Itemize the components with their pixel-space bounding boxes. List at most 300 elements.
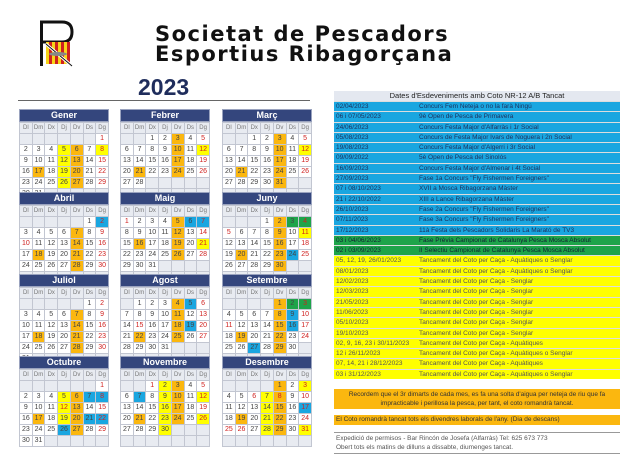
day-cell: 2	[146, 299, 159, 310]
day-cell: 11	[184, 392, 197, 403]
empty-cell	[286, 261, 299, 272]
empty-cell	[197, 425, 210, 436]
day-cell: 27	[248, 425, 261, 436]
day-cell: 12	[197, 145, 210, 156]
day-cell: 12	[171, 228, 184, 239]
day-cell: 18	[299, 239, 312, 250]
event-date: 08/01/2023	[336, 267, 369, 275]
event-date: 21/05/2023	[336, 298, 369, 306]
day-cell: 3	[171, 134, 184, 145]
month-header: Abril	[19, 192, 109, 205]
empty-cell	[58, 217, 71, 228]
weekday-label: Ds	[83, 370, 96, 381]
day-cell: 8	[248, 145, 261, 156]
day-cell: 6	[235, 228, 248, 239]
day-cell: 4	[299, 217, 312, 228]
day-cell: 10	[171, 392, 184, 403]
day-cell: 25	[45, 425, 58, 436]
day-cell: 3	[32, 392, 45, 403]
day-cell: 28	[83, 425, 96, 436]
event-row	[334, 358, 620, 368]
day-cell: 20	[121, 167, 134, 178]
day-cell: 22	[248, 167, 261, 178]
day-cell: 18	[159, 239, 172, 250]
day-cell: 3	[286, 217, 299, 228]
day-cell: 13	[121, 156, 134, 167]
event-description: Tancament del Coto per Caça - Aquàtiques o Senglar	[419, 350, 573, 358]
day-cell: 19	[58, 167, 71, 178]
empty-cell	[159, 178, 172, 189]
empty-cell	[146, 436, 159, 447]
empty-cell	[197, 178, 210, 189]
day-cell: 20	[248, 332, 261, 343]
day-cell: 15	[261, 239, 274, 250]
day-cell: 18	[45, 414, 58, 425]
event-row	[334, 183, 620, 193]
empty-cell	[286, 436, 299, 447]
event-row	[334, 266, 620, 276]
month-agost	[120, 274, 210, 365]
day-cell: 10	[171, 145, 184, 156]
empty-cell	[223, 381, 236, 392]
day-cell: 16	[286, 321, 299, 332]
day-cell: 8	[133, 310, 146, 321]
day-cell: 9	[146, 310, 159, 321]
event-date: 03 i 31/12/2023	[336, 370, 381, 378]
month-header: Setembre	[222, 274, 312, 287]
event-description: Concurs Festa Major d'Alfarràs i 1r Social	[419, 123, 539, 131]
day-cell: 18	[223, 414, 236, 425]
day-cell: 8	[96, 392, 109, 403]
weekday-label: Ds	[83, 206, 96, 217]
day-cell: 8	[146, 392, 159, 403]
empty-cell	[261, 436, 274, 447]
day-cell: 19	[197, 156, 210, 167]
day-cell: 8	[146, 145, 159, 156]
day-cell: 6	[121, 145, 134, 156]
empty-cell	[32, 134, 45, 145]
weekday-label: Dl	[223, 370, 236, 381]
empty-cell	[58, 436, 71, 447]
empty-cell	[223, 436, 236, 447]
day-cell: 2	[133, 217, 146, 228]
day-cell: 26	[171, 250, 184, 261]
day-cell: 23	[261, 167, 274, 178]
event-row	[334, 194, 620, 204]
weekday-label: Dx	[146, 370, 159, 381]
month-header: Gener	[19, 109, 109, 122]
weekday-label: Dm	[32, 370, 45, 381]
day-cell: 28	[133, 178, 146, 189]
empty-cell	[248, 217, 261, 228]
empty-cell	[286, 178, 299, 189]
day-cell: 10	[32, 403, 45, 414]
day-cell: 24	[159, 332, 172, 343]
day-cell: 12	[45, 321, 58, 332]
weekday-label: Dx	[248, 206, 261, 217]
day-cell: 10	[159, 310, 172, 321]
empty-cell	[184, 343, 197, 354]
day-cell: 14	[133, 156, 146, 167]
day-cell: 24	[20, 261, 33, 272]
day-cell: 21	[133, 167, 146, 178]
empty-cell	[248, 381, 261, 392]
event-row	[334, 297, 620, 307]
empty-cell	[197, 261, 210, 272]
day-cell: 3	[32, 145, 45, 156]
day-cell: 23	[20, 425, 33, 436]
weekday-label: Dj	[261, 206, 274, 217]
day-cell: 23	[133, 250, 146, 261]
day-cell: 17	[32, 414, 45, 425]
event-description: Tancament del Coto per Caça - Senglar	[419, 329, 534, 337]
weekday-label: Dx	[248, 123, 261, 134]
day-cell: 28	[133, 425, 146, 436]
note-tuesday: Recordem que el 3r dimarts de cada mes, es fa una solta d'aigua per neteja de riu que fa impracticable i perillosa la pesca, per tant, el coto romandrà tancat.	[334, 389, 620, 409]
day-cell: 17	[273, 156, 286, 167]
day-cell: 17	[299, 321, 312, 332]
day-cell: 24	[171, 414, 184, 425]
day-cell: 11	[45, 403, 58, 414]
day-cell: 24	[32, 425, 45, 436]
day-cell: 17	[20, 332, 33, 343]
day-cell: 30	[20, 436, 33, 447]
day-cell: 19	[235, 332, 248, 343]
day-cell: 30	[96, 261, 109, 272]
event-row	[334, 245, 620, 255]
weekday-label: Dm	[235, 370, 248, 381]
day-cell: 16	[20, 414, 33, 425]
empty-cell	[45, 217, 58, 228]
day-cell: 14	[261, 321, 274, 332]
day-cell: 1	[133, 299, 146, 310]
day-cell: 10	[20, 239, 33, 250]
empty-cell	[70, 217, 83, 228]
event-date: 26/10/2023	[336, 205, 369, 213]
empty-cell	[184, 178, 197, 189]
day-cell: 26	[299, 167, 312, 178]
empty-cell	[32, 381, 45, 392]
day-cell: 22	[146, 414, 159, 425]
weekday-label: Dj	[58, 370, 71, 381]
day-cell: 24	[286, 250, 299, 261]
day-cell: 27	[235, 261, 248, 272]
day-cell: 18	[45, 167, 58, 178]
day-cell: 2	[273, 217, 286, 228]
month-març	[222, 109, 312, 200]
event-date: 07, 14, 21 i 28/12/2023	[336, 360, 403, 368]
weekday-label: Dg	[197, 206, 210, 217]
event-date: 21 i 22/10/2022	[336, 195, 381, 203]
day-cell: 30	[286, 425, 299, 436]
day-cell: 17	[146, 239, 159, 250]
day-cell: 26	[197, 414, 210, 425]
weekday-label: Dm	[133, 123, 146, 134]
weekday-label: Dl	[223, 123, 236, 134]
weekday-label: Dg	[197, 288, 210, 299]
day-cell: 14	[197, 228, 210, 239]
permits-info-line2: Obert tots els matins de dilluns a dissabte, diumenges tancat.	[336, 444, 514, 452]
weekday-label: Ds	[184, 123, 197, 134]
weekday-label: Dm	[133, 206, 146, 217]
event-row	[334, 286, 620, 296]
month-juny	[222, 192, 312, 283]
weekday-label: Dj	[261, 370, 274, 381]
day-cell: 25	[32, 343, 45, 354]
day-cell: 21	[261, 332, 274, 343]
empty-cell	[171, 261, 184, 272]
empty-cell	[299, 261, 312, 272]
day-cell: 26	[45, 261, 58, 272]
weekday-label: Dg	[96, 370, 109, 381]
weekday-label: Ds	[286, 123, 299, 134]
day-cell: 21	[70, 332, 83, 343]
event-description: Tancament del Coto per Caça - Senglar	[419, 278, 534, 286]
day-cell: 7	[70, 228, 83, 239]
note-friday: El Coto romandrà tancat tots els divendres laborals de l'any. (Dia de descans)	[334, 415, 620, 425]
day-cell: 16	[96, 321, 109, 332]
event-date: 09/09/2022	[336, 154, 369, 162]
day-cell: 7	[248, 228, 261, 239]
day-cell: 2	[159, 134, 172, 145]
month-juliol	[19, 274, 109, 365]
day-cell: 21	[133, 414, 146, 425]
event-date: 05, 12, 19, 26/01/2023	[336, 257, 402, 265]
day-cell: 13	[197, 310, 210, 321]
empty-cell	[299, 178, 312, 189]
day-cell: 7	[83, 145, 96, 156]
day-cell: 26	[235, 425, 248, 436]
day-cell: 15	[273, 321, 286, 332]
empty-cell	[171, 343, 184, 354]
weekday-label: Dg	[197, 370, 210, 381]
day-cell: 31	[159, 343, 172, 354]
day-cell: 15	[248, 156, 261, 167]
day-cell: 28	[235, 178, 248, 189]
day-cell: 22	[273, 414, 286, 425]
weekday-label: Ds	[286, 288, 299, 299]
event-description: Fase 1a Concurs "Fly Fishermen Foreigners"	[419, 175, 549, 183]
permits-info-line1: Expedició de permisos - Bar Rincón de Josefa (Alfarràs) Tel: 625 673 773	[336, 435, 548, 443]
day-cell: 15	[96, 403, 109, 414]
month-header: Juny	[222, 192, 312, 205]
day-cell: 10	[299, 310, 312, 321]
day-cell: 13	[223, 156, 236, 167]
day-cell: 21	[261, 414, 274, 425]
day-cell: 5	[223, 228, 236, 239]
day-cell: 6	[223, 145, 236, 156]
event-description: Tancament del Coto per Caça - Senglar	[419, 298, 534, 306]
day-cell: 4	[223, 392, 236, 403]
weekday-label: Dj	[159, 288, 172, 299]
weekday-label: Ds	[83, 288, 96, 299]
weekday-label: Dg	[96, 288, 109, 299]
day-cell: 1	[83, 217, 96, 228]
event-description: 11à Festa dels Pescadors Solidaris La Marató de TV3	[419, 226, 575, 234]
day-cell: 8	[83, 310, 96, 321]
day-cell: 28	[197, 250, 210, 261]
day-cell: 17	[171, 156, 184, 167]
day-cell: 23	[286, 332, 299, 343]
empty-cell	[45, 299, 58, 310]
weekday-label: Dm	[133, 288, 146, 299]
day-cell: 13	[235, 239, 248, 250]
month-header: Març	[222, 109, 312, 122]
event-description: Tancament del Coto per Caça - Aquàtiques	[419, 339, 543, 347]
day-cell: 16	[96, 239, 109, 250]
day-cell: 24	[273, 167, 286, 178]
day-cell: 8	[83, 228, 96, 239]
day-cell: 11	[45, 156, 58, 167]
day-cell: 25	[171, 332, 184, 343]
weekday-label: Dm	[235, 206, 248, 217]
day-cell: 26	[197, 167, 210, 178]
event-row	[334, 307, 620, 317]
event-row	[334, 204, 620, 214]
day-cell: 15	[146, 403, 159, 414]
day-cell: 16	[261, 156, 274, 167]
empty-cell	[171, 178, 184, 189]
day-cell: 4	[45, 392, 58, 403]
month-novembre	[120, 356, 210, 447]
day-cell: 18	[32, 250, 45, 261]
permits-info	[334, 432, 620, 454]
day-cell: 30	[133, 261, 146, 272]
day-cell: 26	[184, 332, 197, 343]
weekday-label: Dv	[171, 370, 184, 381]
day-cell: 15	[121, 239, 134, 250]
day-cell: 12	[197, 392, 210, 403]
day-cell: 15	[133, 321, 146, 332]
month-abril	[19, 192, 109, 283]
day-cell: 3	[20, 310, 33, 321]
day-cell: 20	[235, 250, 248, 261]
empty-cell	[83, 134, 96, 145]
day-cell: 16	[159, 403, 172, 414]
weekday-label: Dx	[45, 288, 58, 299]
event-date: 06 i 07/05/2023	[336, 113, 381, 121]
day-cell: 8	[261, 228, 274, 239]
day-cell: 30	[96, 343, 109, 354]
day-cell: 19	[223, 250, 236, 261]
day-cell: 28	[121, 343, 134, 354]
day-cell: 22	[133, 332, 146, 343]
empty-cell	[32, 217, 45, 228]
day-cell: 19	[235, 414, 248, 425]
weekday-label: Dv	[70, 288, 83, 299]
event-description: Concurs Festa Major d'Almenar i 4t Social	[419, 164, 541, 172]
day-cell: 2	[20, 145, 33, 156]
day-cell: 22	[96, 414, 109, 425]
day-cell: 5	[235, 310, 248, 321]
day-cell: 28	[248, 261, 261, 272]
day-cell: 15	[83, 239, 96, 250]
day-cell: 11	[159, 228, 172, 239]
event-description: Concurs Festa Major d'Algerri i 3r Social	[419, 144, 536, 152]
day-cell: 30	[146, 343, 159, 354]
day-cell: 5	[235, 392, 248, 403]
day-cell: 27	[121, 425, 134, 436]
day-cell: 6	[184, 217, 197, 228]
day-cell: 3	[20, 228, 33, 239]
empty-cell	[235, 134, 248, 145]
day-cell: 16	[286, 403, 299, 414]
weekday-label: Dl	[121, 288, 134, 299]
day-cell: 13	[248, 321, 261, 332]
day-cell: 31	[299, 425, 312, 436]
day-cell: 7	[261, 392, 274, 403]
month-header: Desembre	[222, 356, 312, 369]
day-cell: 26	[58, 178, 71, 189]
day-cell: 11	[184, 145, 197, 156]
empty-cell	[261, 299, 274, 310]
event-row	[334, 317, 620, 327]
day-cell: 1	[273, 299, 286, 310]
day-cell: 23	[96, 250, 109, 261]
event-row	[334, 276, 620, 286]
day-cell: 21	[83, 414, 96, 425]
empty-cell	[184, 425, 197, 436]
weekday-label: Dl	[223, 206, 236, 217]
day-cell: 11	[32, 239, 45, 250]
weekday-label: Dv	[273, 206, 286, 217]
empty-cell	[299, 343, 312, 354]
day-cell: 5	[58, 145, 71, 156]
day-cell: 29	[273, 425, 286, 436]
day-cell: 26	[235, 343, 248, 354]
weekday-label: Dm	[235, 288, 248, 299]
event-date: 16/09/2023	[336, 164, 369, 172]
day-cell: 22	[83, 250, 96, 261]
weekday-label: Dx	[45, 123, 58, 134]
empty-cell	[184, 261, 197, 272]
empty-cell	[58, 381, 71, 392]
day-cell: 10	[20, 321, 33, 332]
day-cell: 21	[248, 250, 261, 261]
month-header: Febrer	[120, 109, 210, 122]
empty-cell	[83, 436, 96, 447]
event-description: Concurs Fem Neteja o no la farà Ningú	[419, 103, 532, 110]
empty-cell	[121, 134, 134, 145]
day-cell: 14	[70, 321, 83, 332]
day-cell: 29	[248, 178, 261, 189]
day-cell: 23	[20, 178, 33, 189]
day-cell: 11	[32, 321, 45, 332]
event-description: Fase 3a Concurs "Fly Fishermen Foreigners"	[419, 216, 549, 224]
empty-cell	[70, 381, 83, 392]
event-row	[334, 255, 620, 265]
event-description: Tancament del Coto per Caça - Senglar	[419, 319, 534, 327]
day-cell: 1	[146, 134, 159, 145]
weekday-label: Ds	[184, 206, 197, 217]
day-cell: 4	[184, 381, 197, 392]
day-cell: 25	[184, 167, 197, 178]
day-cell: 24	[299, 414, 312, 425]
weekday-label: Dm	[32, 288, 45, 299]
event-description: Tancament del Coto per Caça - Senglar	[419, 288, 534, 296]
event-row	[334, 101, 620, 111]
day-cell: 1	[96, 381, 109, 392]
day-cell: 14	[248, 239, 261, 250]
empty-cell	[223, 299, 236, 310]
day-cell: 16	[20, 167, 33, 178]
empty-cell	[121, 436, 134, 447]
weekday-label: Dl	[20, 288, 33, 299]
empty-cell	[45, 134, 58, 145]
empty-cell	[171, 425, 184, 436]
day-cell: 15	[83, 321, 96, 332]
day-cell: 21	[197, 239, 210, 250]
